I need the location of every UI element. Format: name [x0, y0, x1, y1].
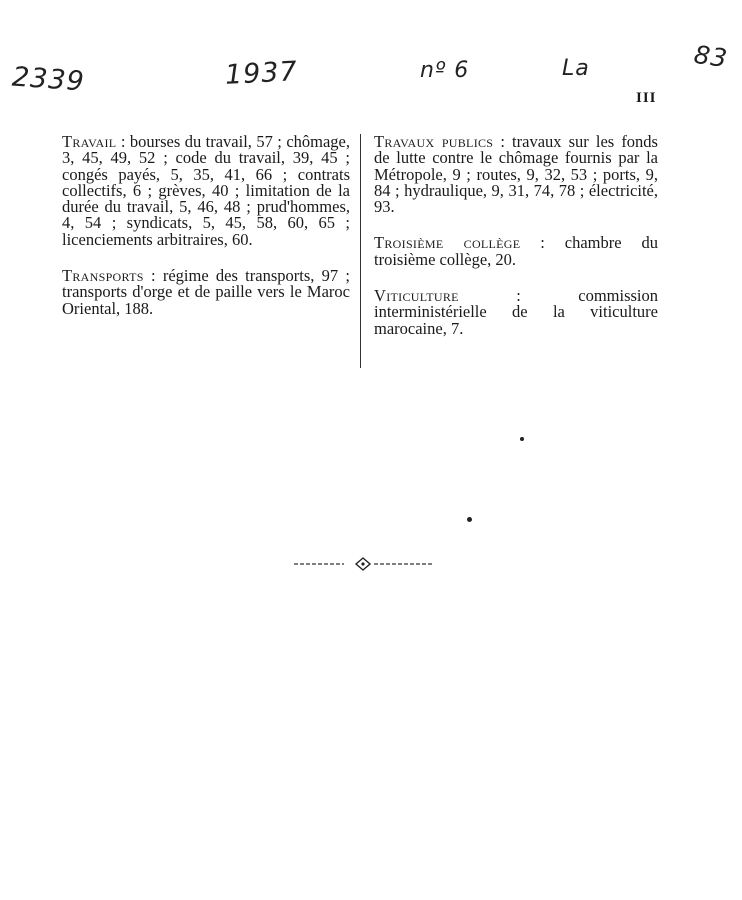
end-ornament-icon: [292, 555, 434, 571]
scan-speck: [467, 517, 472, 522]
entry-heading: Transports: [62, 266, 144, 286]
index-entry-troisieme-college: [374, 235, 658, 268]
index-entry-travaux-publics: [374, 134, 658, 215]
index-column-right: [374, 134, 658, 357]
handwritten-note-2339: 2339: [11, 61, 86, 98]
handwritten-note-year: 1937: [224, 56, 299, 91]
index-entry-viticulture: [374, 288, 658, 337]
index-entry-travail: [62, 134, 350, 248]
entry-body: : commission interministérielle de la viticulture marocaine, 7.: [374, 286, 658, 338]
scan-speck: [520, 437, 524, 441]
index-column-left: [62, 134, 350, 337]
entry-heading: Viticulture: [374, 286, 459, 306]
entry-body: : régime des transports, 97 ; transports d'orge et de paille vers le Maroc Oriental, 188.: [62, 266, 350, 318]
handwritten-note-number: nº 6: [420, 58, 470, 83]
index-entry-transports: [62, 268, 350, 317]
entry-body: : bourses du travail, 57 ; chômage, 3, 45, 49, 52 ; code du travail, 39, 45 ; congés payés, 5, 35, 41, 66 ; contrats collectifs, 6 ; grèves, 40 ; limitation de la durée du travail, 5, 46, 48 ; prud'hommes, 4, 54 ; syndicats, 5, 45, 58, 60, 65 ; licenciements arbitraires, 60.: [62, 132, 350, 249]
handwritten-note-la: La: [562, 56, 590, 81]
entry-body: : travaux sur les fonds de lutte contre le chômage fournis par la Métropole, 9 ; routes, 9, 32, 53 ; ports, 9, 84 ; hydraulique, 9, 31, 74, 78 ; électricité, 93.: [374, 132, 658, 217]
page-number: III: [636, 90, 657, 106]
entry-heading: Travaux publics: [374, 132, 494, 151]
entry-heading: Troisième collège: [374, 233, 521, 253]
entry-heading: Travail: [62, 132, 117, 151]
handwritten-note-83: 83: [692, 39, 730, 74]
entry-body: : chambre du troisième collège, 20.: [374, 233, 658, 269]
column-divider: [360, 134, 361, 368]
